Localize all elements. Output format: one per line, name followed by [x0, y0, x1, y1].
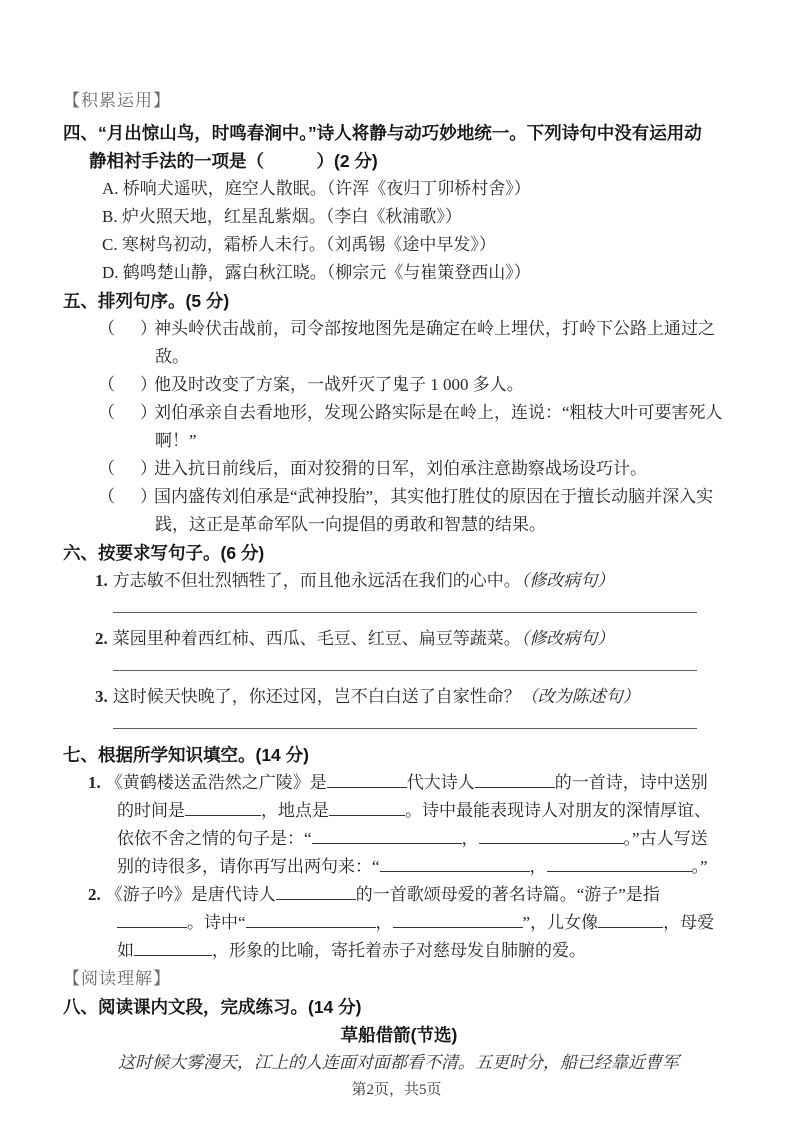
text-segment: 如 — [117, 941, 134, 960]
question-5-item — [98, 483, 735, 539]
text-segment: ， — [529, 857, 547, 876]
fill-blank — [329, 802, 405, 816]
fill-blank-line — [117, 853, 735, 881]
sequence-number-blank: （ ） — [98, 319, 154, 338]
question-5-item-text: 进入抗日前线后，面对狡猾的日军，刘伯承注意勘察战场设巧计。 — [154, 459, 647, 478]
question-8-title: 八、阅读课内文段，完成练习。(14 分) — [63, 997, 362, 1017]
question-7-title: 七、根据所学知识填空。(14 分) — [63, 745, 309, 765]
text-segment: 《游子吟》是唐代诗人 — [105, 885, 276, 904]
fill-blank — [246, 914, 376, 928]
text-segment: 的一首歌颂母爱的著名诗篇。“游子”是指 — [355, 885, 660, 904]
text-segment: 。”古人写送 — [623, 829, 708, 848]
question-6-item-2-text: 菜园里种着西红柿、西瓜、毛豆、红豆、扁豆等蔬菜。 — [112, 629, 521, 648]
text-segment: 的时间是 — [117, 801, 185, 820]
question-6-item-1 — [95, 567, 735, 595]
fill-blank — [327, 774, 407, 788]
fill-blank — [312, 830, 462, 844]
question-4-stem-line2: 静相衬手法的一项是（ ）(2 分) — [89, 151, 378, 171]
text-segment: 的一首诗，诗中送别 — [554, 773, 708, 792]
sequence-number-blank: （ ） — [98, 375, 154, 394]
question-7-item-1 — [88, 769, 735, 881]
fill-blank — [117, 914, 187, 928]
question-6-item-3-text: 这时候天快晚了，你还过冈，岂不白白送了自家性命？ — [112, 687, 521, 706]
question-5-item — [98, 455, 735, 483]
question-4-option-d: D. 鹤鸣楚山静，露白秋江晓。（柳宗元《与崔策登西山》） — [102, 263, 531, 282]
answer-line — [113, 612, 697, 613]
text-segment: 。诗中最能表现诗人对朋友的深情厚谊、 — [405, 801, 711, 820]
fill-blank — [276, 886, 356, 900]
page-number: 第2页，共5页 — [351, 1082, 442, 1098]
question-6-item-2 — [95, 625, 735, 653]
sequence-number-blank: （ ） — [98, 487, 154, 506]
fill-blank-line — [117, 937, 735, 965]
question-5-title: 五、排列句序。(5 分) — [63, 291, 230, 311]
question-6-item-3-note: （改为陈述句） — [520, 687, 640, 706]
question-6-item-3 — [95, 683, 735, 711]
text-segment: 依依不舍之情的句子是：“ — [117, 829, 312, 848]
passage-title: 草船借箭(节选) — [340, 1025, 458, 1045]
text-segment: ，形象的比喻，寄托着赤子对慈母发自肺腑的爱。 — [212, 941, 586, 960]
text-segment: 别的诗很多，请你再写出两句来：“ — [117, 857, 380, 876]
text-segment: 代大诗人 — [406, 773, 475, 792]
fill-blank-line — [88, 881, 735, 909]
section-label-accumulate: 【积累运用】 — [63, 91, 171, 110]
sequence-number-blank: （ ） — [98, 459, 154, 478]
item-number: 3. — [95, 687, 108, 706]
fill-blank — [479, 830, 624, 844]
text-segment: 。诗中“ — [187, 913, 246, 932]
text-segment: ，地点是 — [261, 801, 329, 820]
question-4 — [63, 119, 735, 287]
question-6-item-1-note: （修改病句） — [520, 571, 615, 590]
answer-line — [113, 728, 697, 729]
fill-blank — [134, 942, 212, 956]
item-number: 1. — [88, 773, 101, 792]
question-6-title: 六、按要求写句子。(6 分) — [63, 543, 265, 563]
fill-blank-line — [88, 769, 735, 797]
question-6-item-1-text: 方志敏不但壮烈牺牲了，而且他永远活在我们的心中。 — [112, 571, 521, 590]
text-segment: ”，儿女像 — [522, 913, 599, 932]
fill-blank — [475, 774, 555, 788]
question-4-option-b: B. 炉火照天地，红星乱紫烟。（李白《秋浦歌》） — [102, 207, 462, 226]
question-5-item-text: 国内盛传刘伯承是“武神投胎”，其实他打胜仗的原因在于擅长动脑并深入实践，这正是革命军队一向提倡的勇敢和智慧的结果。 — [154, 487, 714, 534]
answer-line — [113, 670, 697, 671]
fill-blank — [393, 914, 523, 928]
item-number: 1. — [95, 571, 108, 590]
fill-blank — [380, 858, 530, 872]
question-5-item — [98, 371, 735, 399]
item-number: 2. — [95, 629, 108, 648]
text-segment: ， — [375, 913, 393, 932]
question-5-item-text: 刘伯承亲自去看地形，发现公路实际是在岭上，连说：“粗枝大叶可要害死人啊！” — [154, 403, 723, 450]
question-4-option-a: A. 桥响犬遥吠，庭空人散眠。（许浑《夜归丁卯桥村舍》） — [102, 179, 531, 198]
question-6-item-2-note: （修改病句） — [520, 629, 615, 648]
question-5-item-text: 他及时改变了方案，一战歼灭了鬼子 1 000 多人。 — [154, 375, 524, 394]
question-5-item — [98, 399, 735, 455]
question-4-option-c: C. 寒树鸟初动，霜桥人未行。（刘禹锡《途中早发》） — [102, 235, 496, 254]
question-5-item — [98, 315, 735, 371]
sequence-number-blank: （ ） — [98, 403, 154, 422]
text-segment: 。” — [691, 857, 708, 876]
fill-blank — [598, 914, 663, 928]
fill-blank-line — [117, 909, 735, 937]
fill-blank-line — [117, 797, 735, 825]
question-5-item-text: 神头岭伏击战前，司令部按地图先是确定在岭上埋伏，打岭下公路上通过之敌。 — [154, 319, 715, 366]
question-4-stem-line1: 四、“月出惊山鸟，时鸣春涧中。”诗人将静与动巧妙地统一。下列诗句中没有运用动 — [63, 123, 702, 143]
section-label-reading: 【阅读理解】 — [63, 969, 171, 988]
item-number: 2. — [88, 885, 101, 904]
text-segment: ， — [461, 829, 479, 848]
text-segment: ，母爱 — [663, 913, 715, 932]
fill-blank-line — [117, 825, 735, 853]
passage-text: 这时候大雾漫天，江上的人连面对面都看不清。五更时分，船已经靠近曹军 — [118, 1053, 679, 1072]
fill-blank — [547, 858, 692, 872]
text-segment: 《黄鹤楼送孟浩然之广陵》是 — [105, 773, 327, 792]
question-7-item-2 — [88, 881, 735, 965]
fill-blank — [185, 802, 261, 816]
